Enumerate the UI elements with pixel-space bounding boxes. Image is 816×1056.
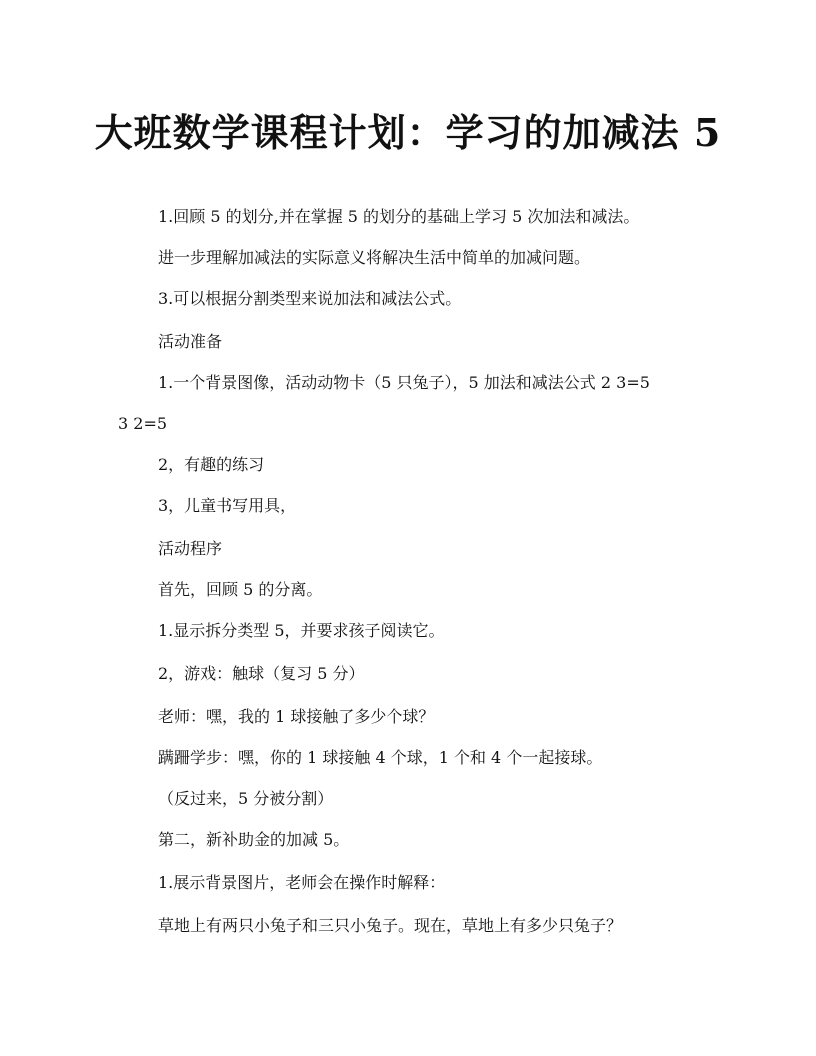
text-line-17: 1.展示背景图片，老师会在操作时解释： bbox=[158, 873, 446, 892]
text-line-16: 第二，新补助金的加减 5。 bbox=[158, 830, 350, 849]
document-title: 大班数学课程计划：学习的加减法 5 bbox=[94, 110, 722, 155]
text-line-8: 3，儿童书写用具， bbox=[158, 496, 297, 515]
text-line-18: 草地上有两只小兔子和三只小兔子。现在，草地上有多少只兔子？ bbox=[158, 916, 623, 935]
text-line-12: 2，游戏：触球（复习 5 分） bbox=[158, 664, 365, 683]
section-heading-procedure: 活动程序 bbox=[158, 539, 223, 558]
text-line-13: 老师：嘿，我的 1 球接触了多少个球？ bbox=[158, 707, 435, 726]
text-line-1: 1.回顾 5 的划分,并在掌握 5 的划分的基础上学习 5 次加法和减法。 bbox=[158, 207, 640, 226]
text-line-5: 1.一个背景图像，活动动物卡（5 只兔子），5 加法和减法公式 2 3=5 bbox=[158, 373, 650, 392]
text-line-11: 1.显示拆分类型 5，并要求孩子阅读它。 bbox=[158, 621, 445, 640]
text-line-14: 蹒跚学步：嘿，你的 1 球接触 4 个球，1 个和 4 个一起接球。 bbox=[158, 748, 603, 767]
text-line-7: 2，有趣的练习 bbox=[158, 455, 265, 474]
text-line-10: 首先，回顾 5 的分离。 bbox=[158, 580, 323, 599]
text-line-15: （反过来，5 分被分割） bbox=[158, 789, 334, 808]
section-heading-preparation: 活动准备 bbox=[158, 332, 223, 351]
text-line-6: 3 2=5 bbox=[118, 414, 168, 433]
text-line-3: 3.可以根据分割类型来说加法和减法公式。 bbox=[158, 289, 462, 308]
text-line-2: 进一步理解加减法的实际意义将解决生活中简单的加减问题。 bbox=[158, 248, 591, 267]
